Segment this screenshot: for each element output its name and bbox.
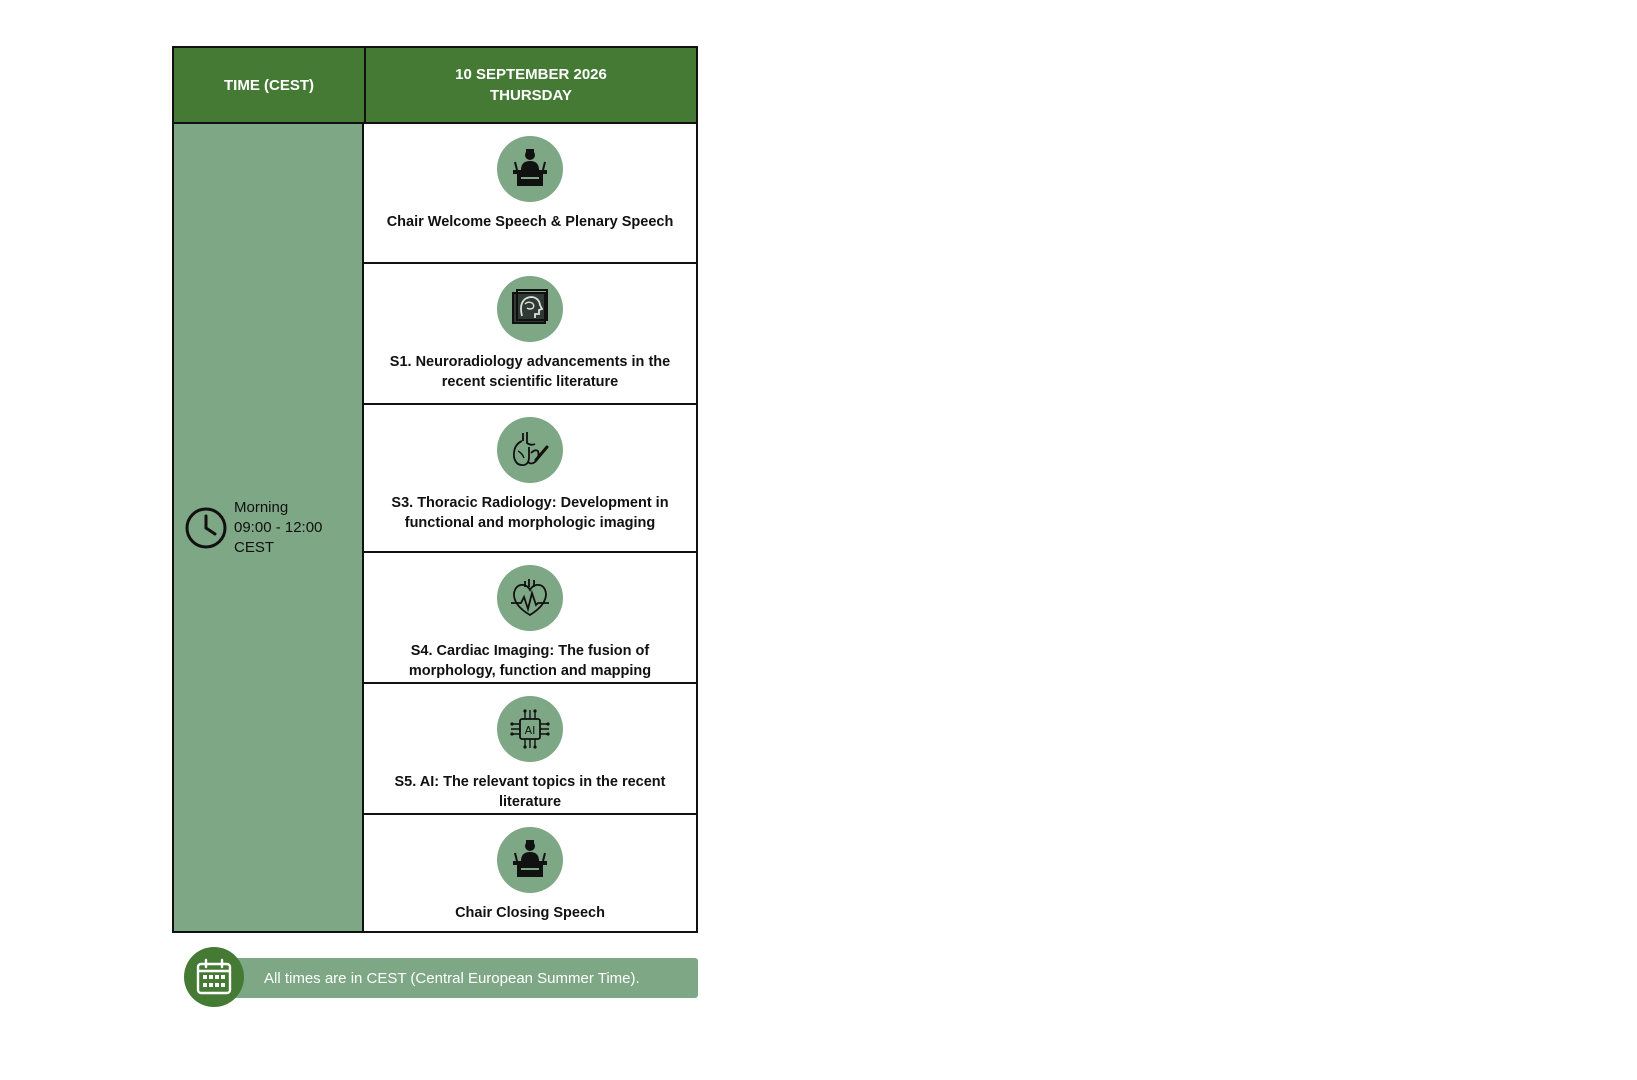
date-label: 10 SEPTEMBER 2026: [455, 66, 607, 83]
time-slot-range: 09:00 - 12:00: [234, 518, 323, 536]
timezone-note: All times are in CEST (Central European Summer Time).: [214, 958, 698, 998]
time-column-header: TIME (CEST): [174, 48, 366, 122]
time-slot-zone: CEST: [234, 538, 275, 556]
lungs-icon: [507, 427, 553, 473]
time-slot-cell: [174, 124, 364, 931]
session-row: [364, 405, 696, 553]
date-column-header: [366, 48, 696, 122]
time-slot-text: [234, 498, 322, 558]
weekday-label: THURSDAY: [490, 87, 572, 104]
speaker-podium-icon: [507, 837, 553, 883]
session-title: Chair Closing Speech: [455, 905, 605, 921]
session-title: Chair Welcome Speech & Plenary Speech: [386, 214, 674, 230]
session-row: [364, 553, 696, 684]
session-title: S5. AI: The relevant topics in the recent literature: [394, 774, 666, 810]
session-row: [364, 124, 696, 264]
heart-pulse-icon: [507, 575, 553, 621]
session-title: S4. Cardiac Imaging: The fusion of morphology, function and mapping: [408, 643, 652, 679]
speaker-podium-icon: [507, 146, 553, 192]
schedule-table: [172, 46, 698, 933]
sessions-column: [364, 124, 696, 931]
session-row: [364, 264, 696, 405]
timezone-footer: [184, 947, 698, 1007]
brain-scan-icon: [507, 286, 553, 332]
svg-text:AI: AI: [524, 724, 536, 737]
session-row: [364, 815, 696, 931]
session-row: [364, 684, 696, 815]
session-title: S1. Neuroradiology advancements in the recent scientific literature: [389, 354, 671, 390]
session-title: S3. Thoracic Radiology: Development in functional and morphologic imaging: [391, 495, 669, 531]
table-header: [174, 48, 696, 124]
calendar-icon: [194, 957, 234, 997]
clock-icon: [184, 506, 228, 550]
time-slot-period: Morning: [234, 498, 289, 516]
table-body: [174, 124, 696, 931]
ai-chip-icon: [507, 706, 553, 752]
